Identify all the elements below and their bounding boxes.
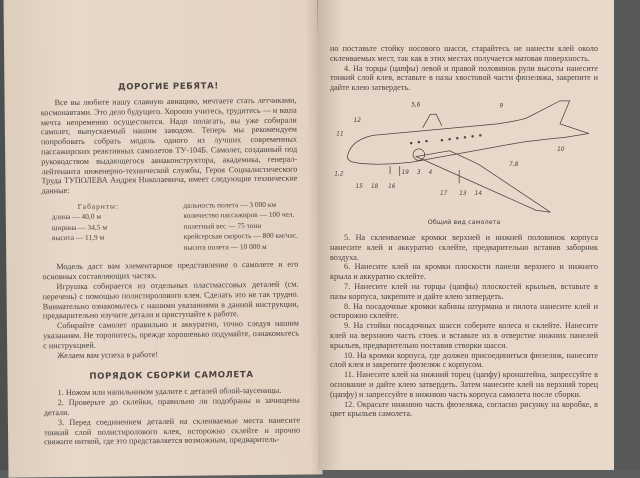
performance-item: крейсерская скорость — 800 км/час. <box>183 231 299 242</box>
step: 10. На кромки корпуса, где должен присоединиться фюзеляж, нанесите слой клея и закрепите фюзеляж с корпусом. <box>330 350 598 370</box>
diagram-label: 3 <box>416 169 421 176</box>
dimension-item: длина — 40,0 м <box>51 212 102 222</box>
wing-outline <box>416 151 550 212</box>
step: 4. На торцы (цапфы) левой и правой половинок рули высоты нанесите тонкий слой клея, вставьте в пазы хвостовой части фюзеляжа, закрепите и дайте клею затвердеть. <box>330 63 598 93</box>
performance-block <box>183 200 298 254</box>
airplane-diagram <box>330 97 598 217</box>
paragraph: Модель даст вам элементарное представление о самолете и его основных составляющих частях. <box>42 260 299 282</box>
diagram-label: 9 <box>499 103 504 110</box>
fuselage-outline <box>347 101 588 164</box>
step: 9. На стойки посадочных шасси соберите колеса и склейте. Нанесите клей на верхнюю часть стоек и вставьте их в отверстие нижних панелей крыльев, предварительно поставив створки шасси. <box>330 321 598 350</box>
top-paragraphs <box>330 44 598 93</box>
paragraph: но поставьте стойку носового шасси, старайтесь не нанести клей около склеиваемых мест, так как в этих местах получается матовая поверхность. <box>330 44 598 63</box>
dimension-item: высота — 11,9 м <box>51 233 105 243</box>
step: 11. Нанесите клей на нижний торец (цапфу) кронштейна, запрессуйте в основание и дайте клею затвердеть. Затем нанесите клей на верхний торец (цапфу) и запрессуйте в нижнюю часть корпуса самолета после сборки. <box>330 370 598 399</box>
right-page-column <box>330 44 598 419</box>
left-page <box>3 0 322 478</box>
diagram-label: 19 <box>401 169 409 176</box>
assembly-steps-continued <box>330 233 598 419</box>
dimension-item: ширина — 34,5 м <box>51 222 108 233</box>
step: 1. Ножом или напильником удалите с деталей облой-заусеницы. <box>57 386 282 398</box>
performance-item: высота полета — 10 000 м <box>183 241 267 252</box>
step: 2. Проверьте до склейки, правильно ли подобраны и зачищены детали. <box>43 395 300 418</box>
paragraph: Собирайте самолет правильно и аккуратно, точно следуя нашим указаниям. Не торопитесь, прежде хорошенько подумайте, ознакомьтесь с инструкцией. <box>42 318 300 351</box>
diagram-label: 10 <box>557 146 565 153</box>
diagram-label: 14 <box>474 190 482 197</box>
nose-gear <box>390 166 400 176</box>
diagram-caption: Общий вид самолета <box>427 217 501 226</box>
right-page <box>318 0 614 470</box>
performance-item: полетный вес — 75 тонн <box>183 220 262 231</box>
diagram-label: 15 <box>355 184 363 191</box>
diagram-label: 16 <box>388 184 396 191</box>
diagram-label: 12 <box>353 117 361 124</box>
diagram-label: 11 <box>336 131 344 138</box>
assembly-steps <box>44 386 301 447</box>
greeting-title: ДОРОГИЕ РЕБЯТА! <box>117 81 219 93</box>
intro-paragraph <box>41 96 298 197</box>
diagram-label: 18 <box>370 184 379 191</box>
paragraph: Игрушка собирается из отдельных пластмассовых деталей (см. перечень) с помощью полистиролового клея. Сделать это не так трудно. Внимательно ознакомьтесь с нашими указаниями в данной инструкции, предварительно изучите детали и приступайте к работе. <box>42 279 299 321</box>
step: 6. Нанесите клей на кромки плоскости панели верхнего и нижнего крыла и аккуратно склейте. <box>330 262 598 282</box>
intro-paragraphs <box>42 260 299 361</box>
specs-row <box>42 200 299 255</box>
step: 8. На посадочные кромки кабины штурмана и пилота нанесите клей и осторожно склейте. <box>330 301 598 321</box>
cockpit-fairing <box>423 114 442 127</box>
diagram-label: 13 <box>459 190 467 197</box>
intro-text: Все вы любите нашу славную авиацию, мечтаете стать летчиками, космонавтами. Это дело будущего. Хорошо учитесь, трудитесь — и ваша мечта непременно осуществится. Надо полагать, вы уже собирали самолет, выпускаемый нашим заводом. Теперь мы рекомендуем попробовать собрать модель одного из лучших современных пассажирских реактивных самолетов ТУ-104Б. Самолет, созданный под руководством выдающегося авиаконструктора, академика, генерал-лейтенанта инженерно-технической службы, Героя Социалистического Труда ТУПОЛЕВА Андрея Николаевича, имеет следующие технические данные: <box>40 95 298 196</box>
diagram-label: 17 <box>440 190 448 197</box>
assembly-title: ПОРЯДОК СБОРКИ САМОЛЕТА <box>89 370 254 383</box>
diagram-label: 5,6 <box>411 102 421 109</box>
diagram-label: 4 <box>428 169 433 176</box>
dimensions-title: Габариты: <box>77 201 120 211</box>
paragraph: Желаем вам успеха в работе! <box>57 349 159 360</box>
engine-intake <box>413 149 425 161</box>
left-page-column <box>40 81 300 448</box>
step: 5. На склеиваемые кромки верхней и нижней половинок корпуса нанесите клей и аккуратно склейте, предварительно вставив заборник воздуха. <box>330 232 598 262</box>
step: 7. Нанесите клей на торцы (цапфы) плоскостей крыльев, вставьте в пазы корпуса, закрепите и дайте клею затвердеть. <box>330 281 598 301</box>
dimensions-block <box>42 201 120 254</box>
diagram-label: 7,8 <box>509 162 519 169</box>
step: 3. Перед соединением деталей на склеиваемые места нанесите тонкий слой полистиролового клея, осторожно склейте и прочно свяжите ниткой, где это представляется возможным, предваритель- <box>44 415 301 447</box>
diagram-label: 1,2 <box>334 171 344 178</box>
performance-item: количество пассажиров — 100 чел. <box>183 210 295 221</box>
windows <box>410 134 482 144</box>
performance-item: дальность полета — 3 000 км <box>183 199 277 210</box>
step: 12. Окрасьте нижнюю часть фюзеляжа, согласно рисунку на коробке, в цвет крыльев самолета. <box>330 399 598 419</box>
